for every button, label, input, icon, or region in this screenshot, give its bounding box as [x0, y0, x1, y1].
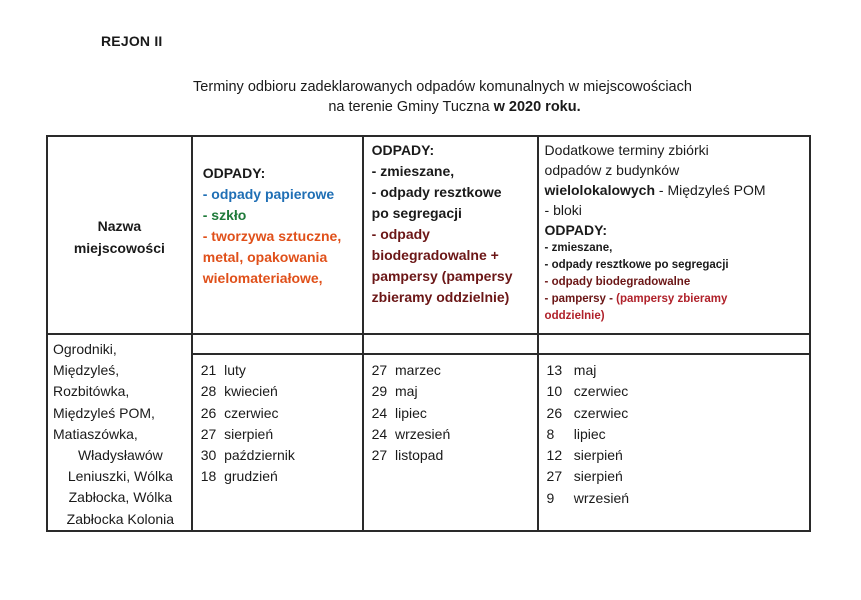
places-cell: [47, 334, 192, 531]
place-item: Zabłocka, Wólka: [68, 489, 173, 506]
dates-recyclables: [192, 354, 363, 531]
place-item: Matiaszówka,: [53, 425, 138, 442]
date-item: 28 kwiecień: [200, 383, 278, 400]
mixed-item-6: pampersy (pampersy: [371, 268, 513, 284]
header-additional: [538, 136, 810, 334]
additional-intro-3: [545, 180, 805, 200]
recyclables-plastic-3: wielomateriałowe,: [202, 270, 323, 286]
place-item: Międzyleś,: [53, 362, 120, 379]
date-item: 24 lipiec: [371, 404, 427, 421]
dates-additional: [538, 354, 810, 531]
recyclables-plastic-2: metal, opakowania: [202, 249, 328, 265]
additional-item-4a: - pampersy -: [544, 293, 617, 305]
heading-year: w 2020 roku.: [493, 99, 581, 115]
additional-multifamily: wielolokalowych: [544, 182, 656, 198]
schedule-table: [46, 135, 811, 532]
mixed-item-3: po segregacji: [371, 205, 462, 221]
date-item: 27 sierpień: [200, 425, 274, 442]
mixed-title: ODPADY:: [371, 142, 435, 158]
dates-mixed: [363, 354, 538, 531]
date-item: 12 sierpień: [546, 447, 623, 464]
mixed-item-4: - odpady: [371, 226, 430, 242]
recyclables-glass: - szkło: [202, 207, 247, 223]
mixed-item-5: biodegradowalne +: [371, 247, 499, 263]
additional-title: ODPADY:: [544, 222, 608, 238]
spacer-cell: [363, 334, 538, 354]
mixed-item-1: - zmieszane,: [371, 163, 455, 179]
additional-item-2: - odpady resztkowe po segregacji: [544, 259, 729, 271]
mixed-item-2: - odpady resztkowe: [371, 184, 502, 200]
header-recyclables: [192, 136, 363, 334]
date-item: 13 maj: [546, 362, 597, 379]
additional-item-4c: oddzielnie): [544, 310, 605, 322]
place-item: Ogrodniki,: [53, 341, 117, 357]
heading-line-2: [24, 97, 861, 118]
additional-item-3: - odpady biodegradowalne: [544, 276, 691, 288]
recyclables-plastic-1: - tworzywa sztuczne,: [202, 228, 342, 244]
date-item: 24 wrzesień: [371, 425, 451, 442]
region-label: REJON II: [101, 33, 163, 49]
date-item: 18 grudzień: [200, 468, 278, 485]
recyclables-paper: - odpady papierowe: [202, 186, 335, 202]
spacer-cell: [192, 334, 363, 354]
place-item: Rozbitówka,: [53, 383, 130, 400]
heading-line-2-text: na terenie Gminy Tuczna: [328, 99, 494, 115]
date-item: 29 maj: [371, 383, 418, 400]
date-item: 27 sierpień: [546, 468, 623, 485]
header-place-name-line2: miejscowości: [73, 240, 165, 256]
heading-line-1: Terminy odbioru zadeklarowanych odpadów komunalnych w miejscowościach: [193, 79, 692, 95]
date-item: 26 czerwiec: [200, 404, 279, 421]
header-place-name: [47, 136, 192, 334]
date-item: 30 październik: [200, 447, 295, 464]
place-item: Władysławów: [77, 447, 163, 464]
date-item: 9 wrzesień: [546, 489, 630, 506]
additional-intro-2: odpadów z budynków: [544, 162, 680, 178]
additional-intro-1: Dodatkowe terminy zbiórki: [544, 142, 709, 158]
place-item: Leniuszki, Wólka: [67, 468, 173, 485]
date-item: 10 czerwiec: [546, 383, 629, 400]
mixed-item-7: zbieramy oddzielnie): [371, 289, 510, 305]
additional-item-1: - zmieszane,: [544, 242, 613, 254]
place-item: Zabłocka Kolonia: [66, 510, 175, 527]
table-body-row: [47, 334, 810, 354]
recyclables-title: ODPADY:: [202, 165, 266, 181]
date-item: 21 luty: [200, 362, 246, 379]
table-header-row: [47, 136, 810, 334]
date-item: 27 listopad: [371, 447, 444, 464]
date-item: 26 czerwiec: [546, 404, 629, 421]
additional-item-4b: (pampersy zbieramy: [616, 293, 728, 305]
additional-item-4: [545, 291, 805, 308]
date-item: 8 lipiec: [546, 425, 606, 442]
place-item: Międzyleś POM,: [53, 404, 155, 421]
additional-intro-4: - bloki: [544, 202, 582, 218]
spacer-cell: [538, 334, 810, 354]
header-mixed-waste: [363, 136, 538, 334]
additional-intro-3-rest: - Międzyleś POM: [655, 182, 766, 198]
date-item: 27 marzec: [371, 362, 441, 379]
header-place-name-line1: Nazwa: [97, 218, 142, 234]
